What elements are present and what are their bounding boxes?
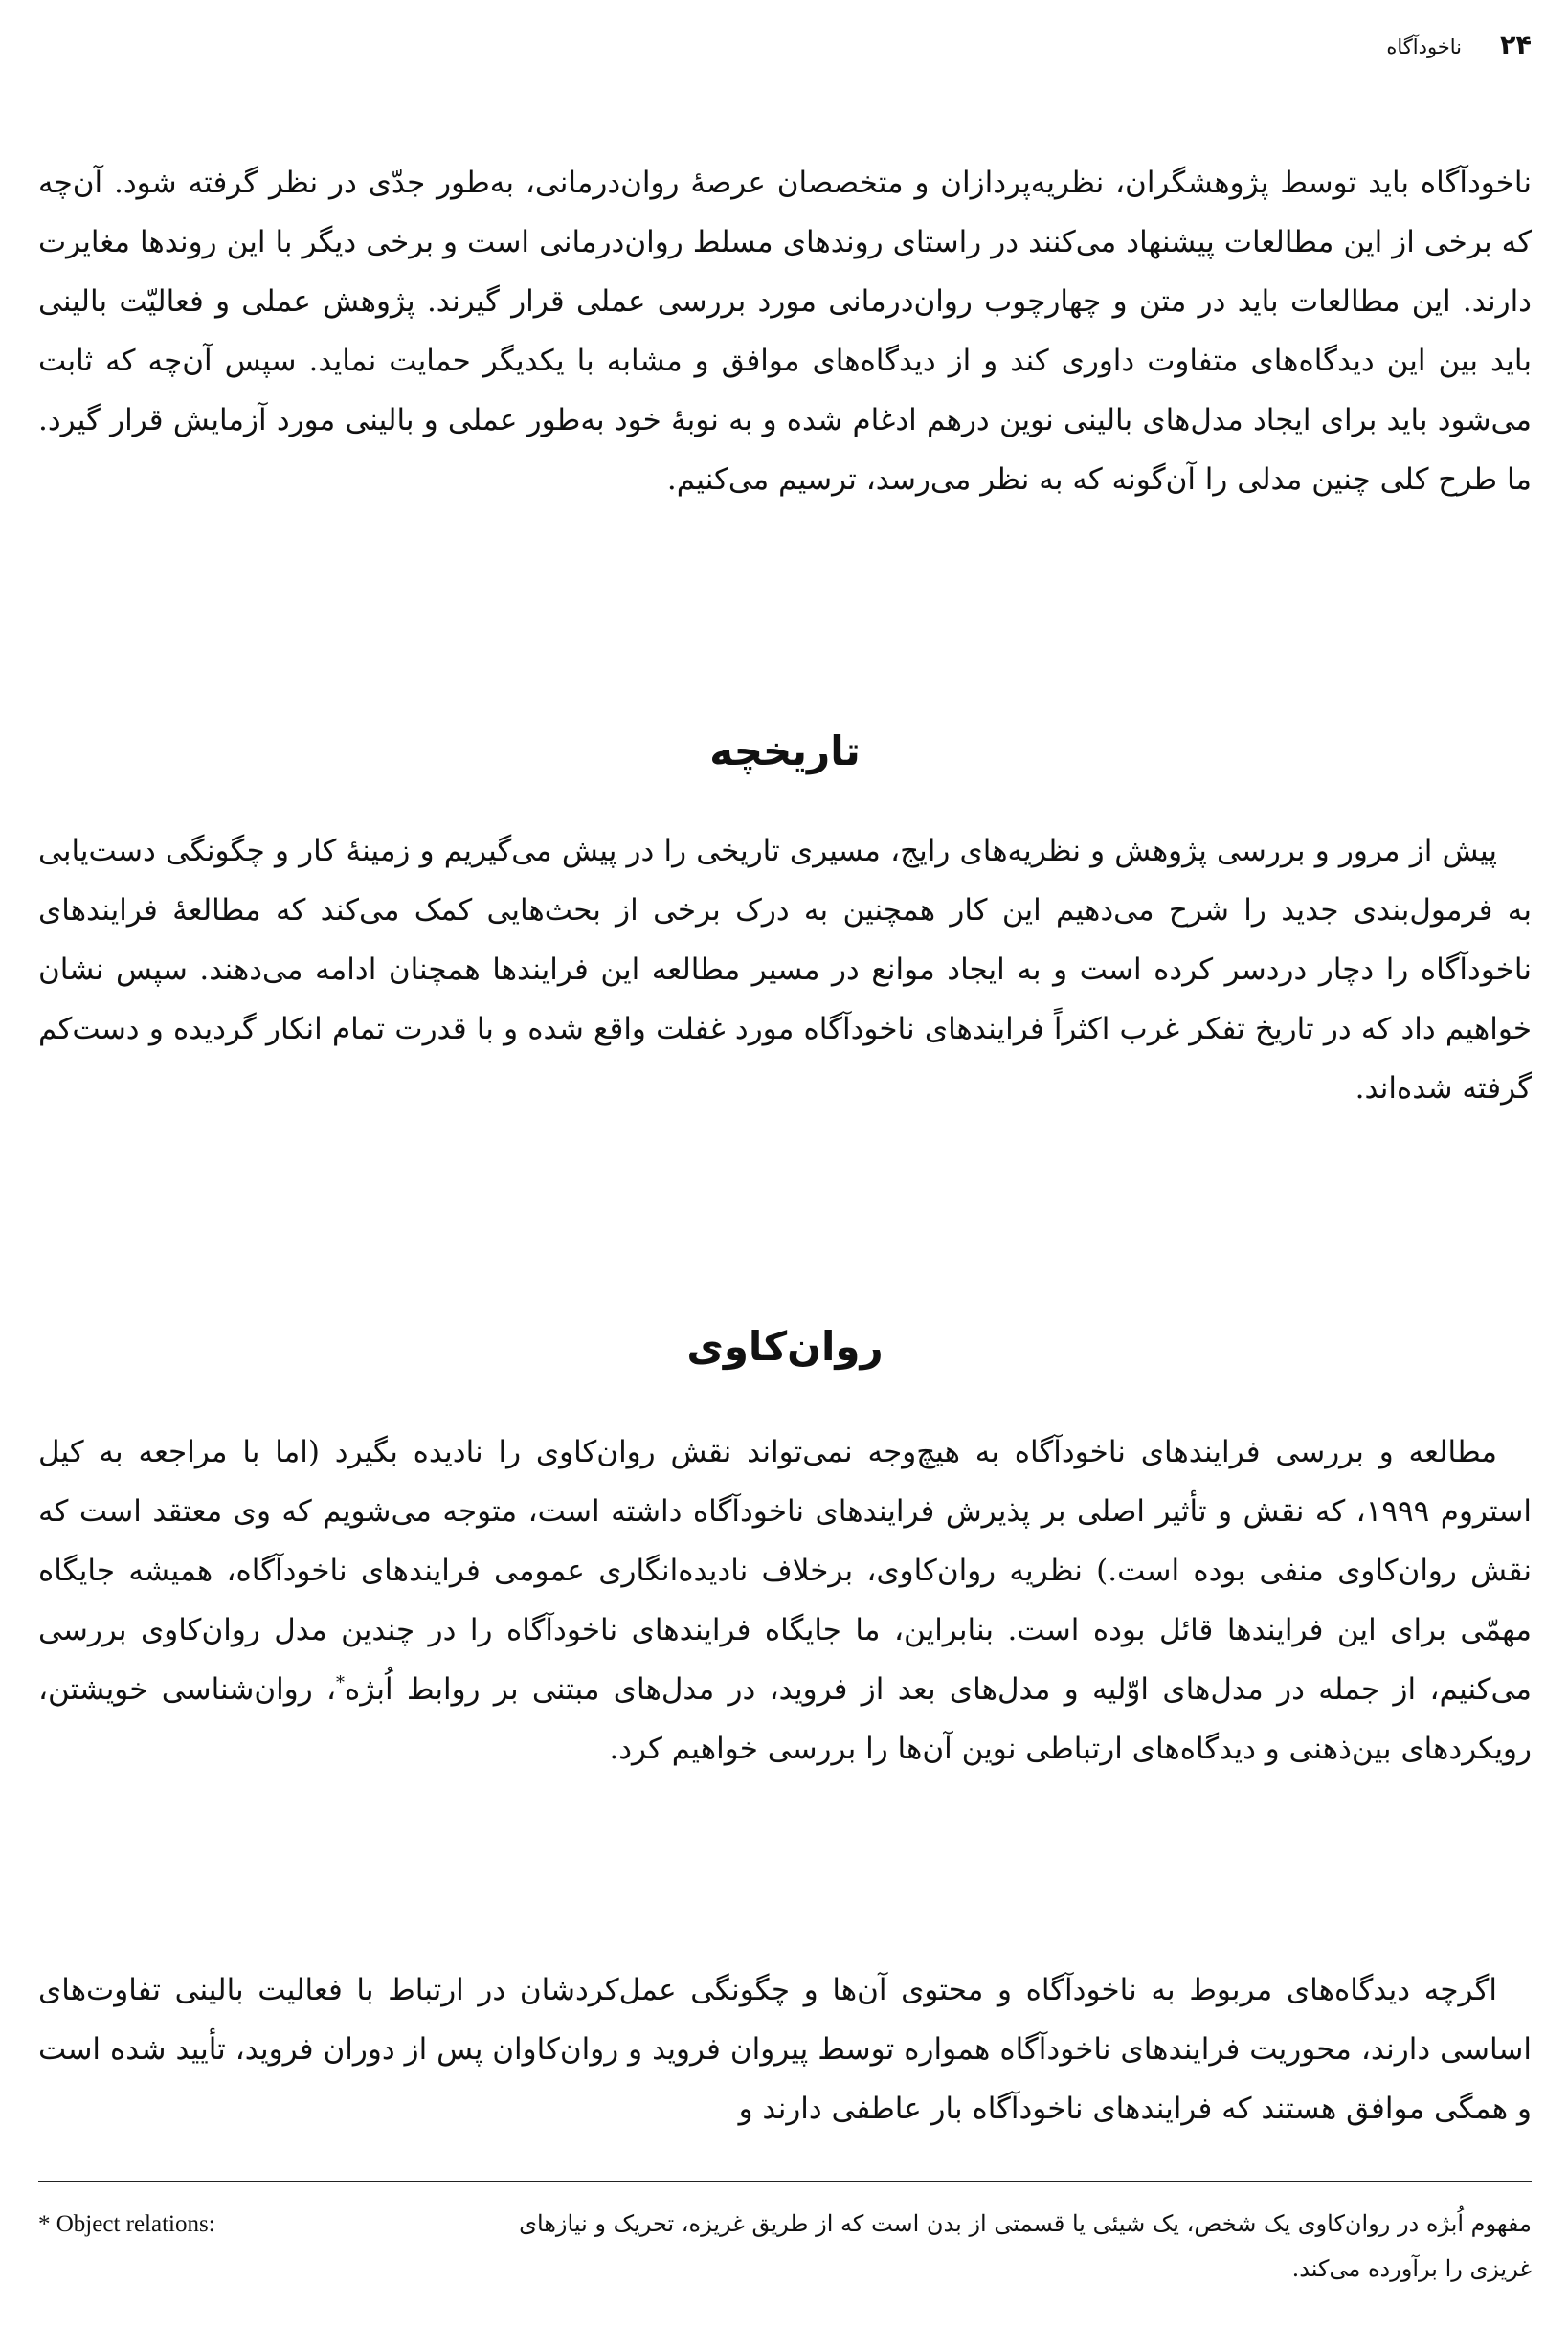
psychoanalysis-heading-block [38, 1323, 1532, 1370]
footnote-divider [38, 2181, 1532, 2182]
history-heading: تاریخچه [709, 728, 861, 774]
footnote [38, 2202, 1532, 2291]
page-number: ۲۴ [1500, 31, 1532, 60]
footnote-text-line-1: مفهوم اُبژه در روان‌کاوی یک شخص، یک شیئی یا قسمتی از بدن است که از طریق غریزه، تحریک و نیازهای [519, 2210, 1532, 2237]
psychoanalysis-heading: روان‌کاوی [686, 1323, 884, 1370]
footnote-text-line-2: غریزی را برآورده می‌کند. [1291, 2255, 1532, 2282]
psychoanalysis-section-2 [38, 1960, 1532, 2138]
footnote-line-1 [38, 2202, 1532, 2247]
book-page [38, 19, 1532, 2307]
footnote-marker: * [336, 1672, 345, 1693]
intro-section [38, 153, 1532, 509]
history-paragraph: پیش از مرور و بررسی پژوهش و نظریه‌های رایج، مسیری تاریخی را در پیش می‌گیریم و زمینهٔ کار و چگونگی دست‌یابی به فرمول‌بندی جدید را شرح می‌دهیم این کار همچنین به درک برخی از بحث‌هایی کمک می‌کند که مطالعهٔ فرایندهای ناخودآگاه را دچار دردسر کرده است و به ایجاد موانع در مسیر مطالعه این فرایندها همچنان ادامه می‌دهند. سپس نشان خواهیم داد که در تاریخ تفکر غرب اکثراً فرایندهای ناخودآگاه مورد غفلت واقع شده و با قدرت تمام انکار گردیده و دست‌کم گرفته شده‌اند. [38, 834, 1532, 1106]
psychoanalysis-section [38, 1422, 1532, 1779]
running-title: ناخودآگاه [1386, 35, 1463, 58]
footnote-latin-term: * Object relations: [38, 2211, 215, 2237]
psychoanalysis-paragraph-1 [38, 1422, 1532, 1779]
history-section [38, 821, 1532, 1118]
history-heading-block [38, 728, 1532, 774]
running-header [1386, 31, 1532, 60]
psychoanalysis-paragraph-1-text-b: ، روان‌شناسی خویشتن، رویکردهای بین‌ذهنی و دیدگاه‌های ارتباطی نوین آن‌ها را بررسی خواهیم کرد. [38, 1672, 1532, 1766]
intro-paragraph: ناخودآگاه باید توسط پژوهشگران، نظریه‌پردازان و متخصصان عرصهٔ روان‌درمانی، به‌طور جدّی در نظر گرفته شود. آن‌چه که برخی از این مطالعات پیشنهاد می‌کنند در راستای روندهای مسلط روان‌درمانی است و برخی دیگر با این روندها مغایرت دارند. این مطالعات باید در متن و چهارچوب روان‌درمانی مورد بررسی عملی قرار گیرند. پژوهش عملی و فعالیّت بالینی باید بین این دیدگاه‌های متفاوت داوری کند و از دیدگاه‌های موافق و مشابه با یکدیگر حمایت نماید. سپس آن‌چه که ثابت می‌شود باید برای ایجاد مدل‌های بالینی نوین درهم ادغام شده و به نوبهٔ خود به‌طور عملی و بالینی مورد آزمایش قرار گیرد. ما طرح کلی چنین مدلی را آن‌گونه که به نظر می‌رسد، ترسیم می‌کنیم. [38, 166, 1532, 497]
psychoanalysis-paragraph-2: اگرچه دیدگاه‌های مربوط به ناخودآگاه و محتوی آن‌ها و چگونگی عمل‌کردشان در ارتباط با فعالیت بالینی تفاوت‌های اساسی دارند، محوریت فرایندهای ناخودآگاه همواره توسط پیروان فروید و روان‌کاوان پس از دوران فروید، تأیید شده است و همگی موافق هستند که فرایندهای ناخودآگاه بار عاطفی دارند و [38, 1973, 1532, 2126]
psychoanalysis-paragraph-1-text-a: مطالعه و بررسی فرایندهای ناخودآگاه به هیچ‌وجه نمی‌تواند نقش روان‌کاوی را نادیده بگیرد (اما با مراجعه به کیل استروم ۱۹۹۹، که نقش و تأثیر اصلی بر پذیرش فرایندهای ناخودآگاه داشته است، متوجه می‌شویم که وی معتقد است که نقش روان‌کاوی منفی بوده است.) نظریه روان‌کاوی، برخلاف نادیده‌انگاری عمومی فرایندهای ناخودآگاه، همیشه جایگاه مهمّی برای این فرایندها قائل بوده است. بنابراین، ما جایگاه فرایندهای ناخودآگاه را در چندین مدل روان‌کاوی بررسی می‌کنیم، از جمله در مدل‌های اوّلیه و مدل‌های بعد از فروید، در مدل‌های مبتنی بر روابط اُبژه [38, 1435, 1532, 1707]
